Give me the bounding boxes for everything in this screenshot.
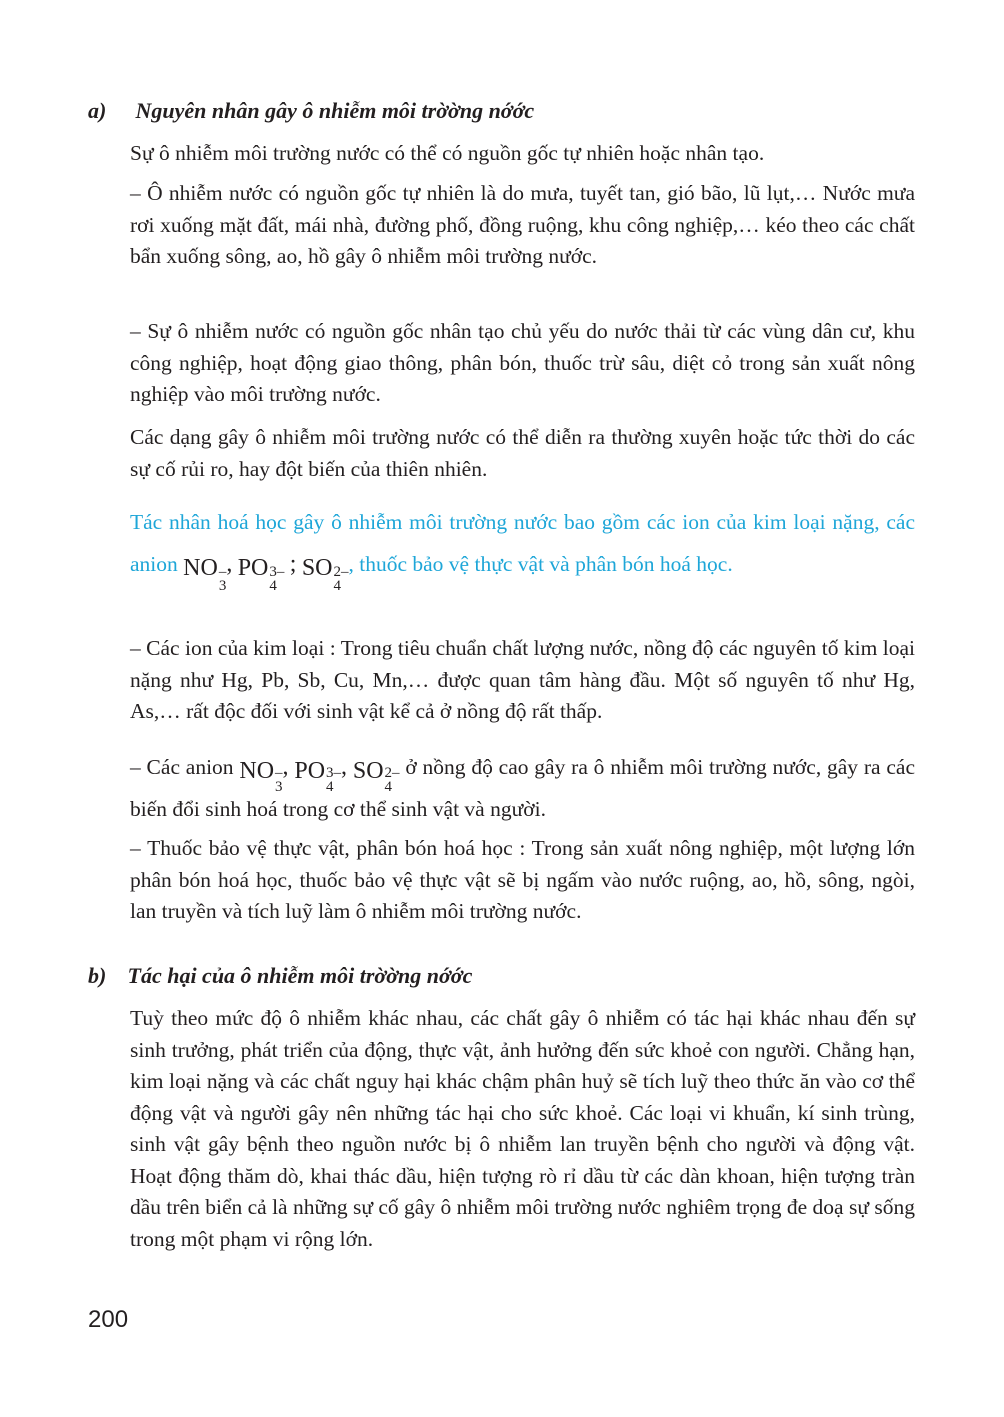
separator: , [341, 754, 348, 780]
ion-subscript: 3 [275, 779, 283, 795]
anions-prefix: – Các anion [130, 755, 234, 779]
ion-subscript: 4 [333, 578, 341, 594]
sulfate-ion [352, 752, 400, 795]
ion-base: NO [239, 758, 275, 784]
ion-base: SO [352, 758, 384, 784]
nitrate-ion [239, 752, 283, 795]
ion-subscript: 4 [326, 779, 334, 795]
sulfate-ion [301, 547, 349, 594]
separator: , [282, 754, 289, 780]
ion-charge: – [218, 564, 227, 580]
page-number: 200 [88, 1306, 129, 1333]
ion-charge: – [275, 765, 283, 781]
paragraph-anions [130, 748, 915, 828]
section-a-label: a) [88, 98, 107, 123]
highlight-text-2: , thuốc bảo vệ thực vật và phân bón hoá học. [348, 552, 733, 576]
paragraph-pollution-forms: Các dạng gây ô nhiễm môi trường nước có thể diễn ra thường xuyên hoặc tức thời do các sự cố rủi ro, hay đột biến của thiên nhiên. [130, 425, 915, 481]
highlight-chemical-agents [130, 501, 915, 594]
ion-base: NO [183, 555, 218, 581]
ion-charge: 3– [269, 564, 285, 580]
paragraph-metal-ions: – Các ion của kim loại : Trong tiêu chuẩn chất lượng nước, nồng độ các nguyên tố kim loại nặng như Hg, Pb, Sb, Cu, Mn,… được quan tâm hàng đầu. Một số nguyên tố như Hg, As,… rất độc đối với sinh vật kể cả ở nồng độ rất thấp. [130, 636, 915, 723]
ion-charge: 2– [333, 564, 349, 580]
anions-suffix: ở nồng độ cao gây ra ô nhiễm môi trường nước, gây ra các biến đổi sinh hoá trong cơ thể sinh vật và người. [130, 755, 915, 821]
separator: , [226, 551, 233, 577]
paragraph-intro: Sự ô nhiễm môi trường nước có thể có nguồn gốc tự nhiên hoặc nhân tạo. [130, 141, 765, 165]
paragraph-pesticides: – Thuốc bảo vệ thực vật, phân bón hoá học : Trong sản xuất nông nghiệp, một lượng lớn phân bón hoá học, thuốc bảo vệ thực vật sẽ bị ngấm vào nước ruộng, ao, hồ, sông, ngòi, lan truyền và tích luỹ làm ô nhiễm môi trường nước. [130, 836, 915, 923]
ion-subscript: 4 [269, 578, 277, 594]
ion-charge: 3– [326, 765, 342, 781]
section-a-title: Nguyên nhân gây ô nhiễm môi trờờng nớớc [135, 98, 535, 123]
separator: ; [289, 551, 297, 577]
paragraph-harmful-effects: Tuỳ theo mức độ ô nhiễm khác nhau, các chất gây ô nhiễm có tác hại khác nhau đến sự sinh trưởng, phát triển của động, thực vật, ảnh hưởng đến sức khoẻ con người. Chẳng hạn, kim loại nặng và các chất nguy hại khác chậm phân huỷ sẽ tích luỹ theo thức ăn vào cơ thể động vật và người gây nên những tác hại cho sức khoẻ. Các loại vi khuẩn, kí sinh trùng, sinh vật gây bệnh theo nguồn nước bị ô nhiễm lan truyền bệnh cho người và động vật. Hoạt động thăm dò, khai thác dầu, hiện tượng rò rỉ dầu từ các dàn khoan, hiện tượng tràn dầu trên biển cả là những sự cố gây ô nhiễm môi trường nước nghiêm trọng đe doạ sự sống trong một phạm vi rộng lớn. [130, 1006, 915, 1251]
paragraph-artificial-source: – Sự ô nhiễm nước có nguồn gốc nhân tạo chủ yếu do nước thải từ các vùng dân cư, khu công nghiệp, hoạt động giao thông, phân bón, thuốc trừ sâu, diệt cỏ trong sản xuất nông nghiệp vào môi trường nước. [130, 319, 915, 406]
ion-charge: 2– [384, 765, 400, 781]
ion-subscript: 4 [384, 779, 393, 795]
ion-subscript: 3 [218, 578, 227, 594]
section-b-label: b) [88, 963, 107, 988]
ion-base: SO [301, 555, 333, 581]
highlight-text-1: Tác nhân hoá học gây ô nhiễm môi trường nước bao gồm các ion của kim loại nặng, các anion [130, 510, 915, 576]
ion-base: PO [237, 555, 269, 581]
section-b-heading [88, 963, 472, 989]
phosphate-ion [237, 547, 285, 594]
nitrate-ion [183, 547, 227, 594]
paragraph-natural-source: – Ô nhiễm nước có nguồn gốc tự nhiên là do mưa, tuyết tan, gió bão, lũ lụt,… Nước mưa rơi xuống mặt đất, mái nhà, đường phố, đồng ruộng, khu công nghiệp,… kéo theo các chất bẩn xuống sông, ao, hồ gây ô nhiễm môi trường nước. [130, 181, 915, 268]
ion-base: PO [294, 758, 326, 784]
section-b-title: Tác hại của ô nhiễm môi trờờng nớớc [127, 963, 473, 988]
phosphate-ion [294, 752, 342, 795]
section-a-heading [88, 98, 534, 124]
